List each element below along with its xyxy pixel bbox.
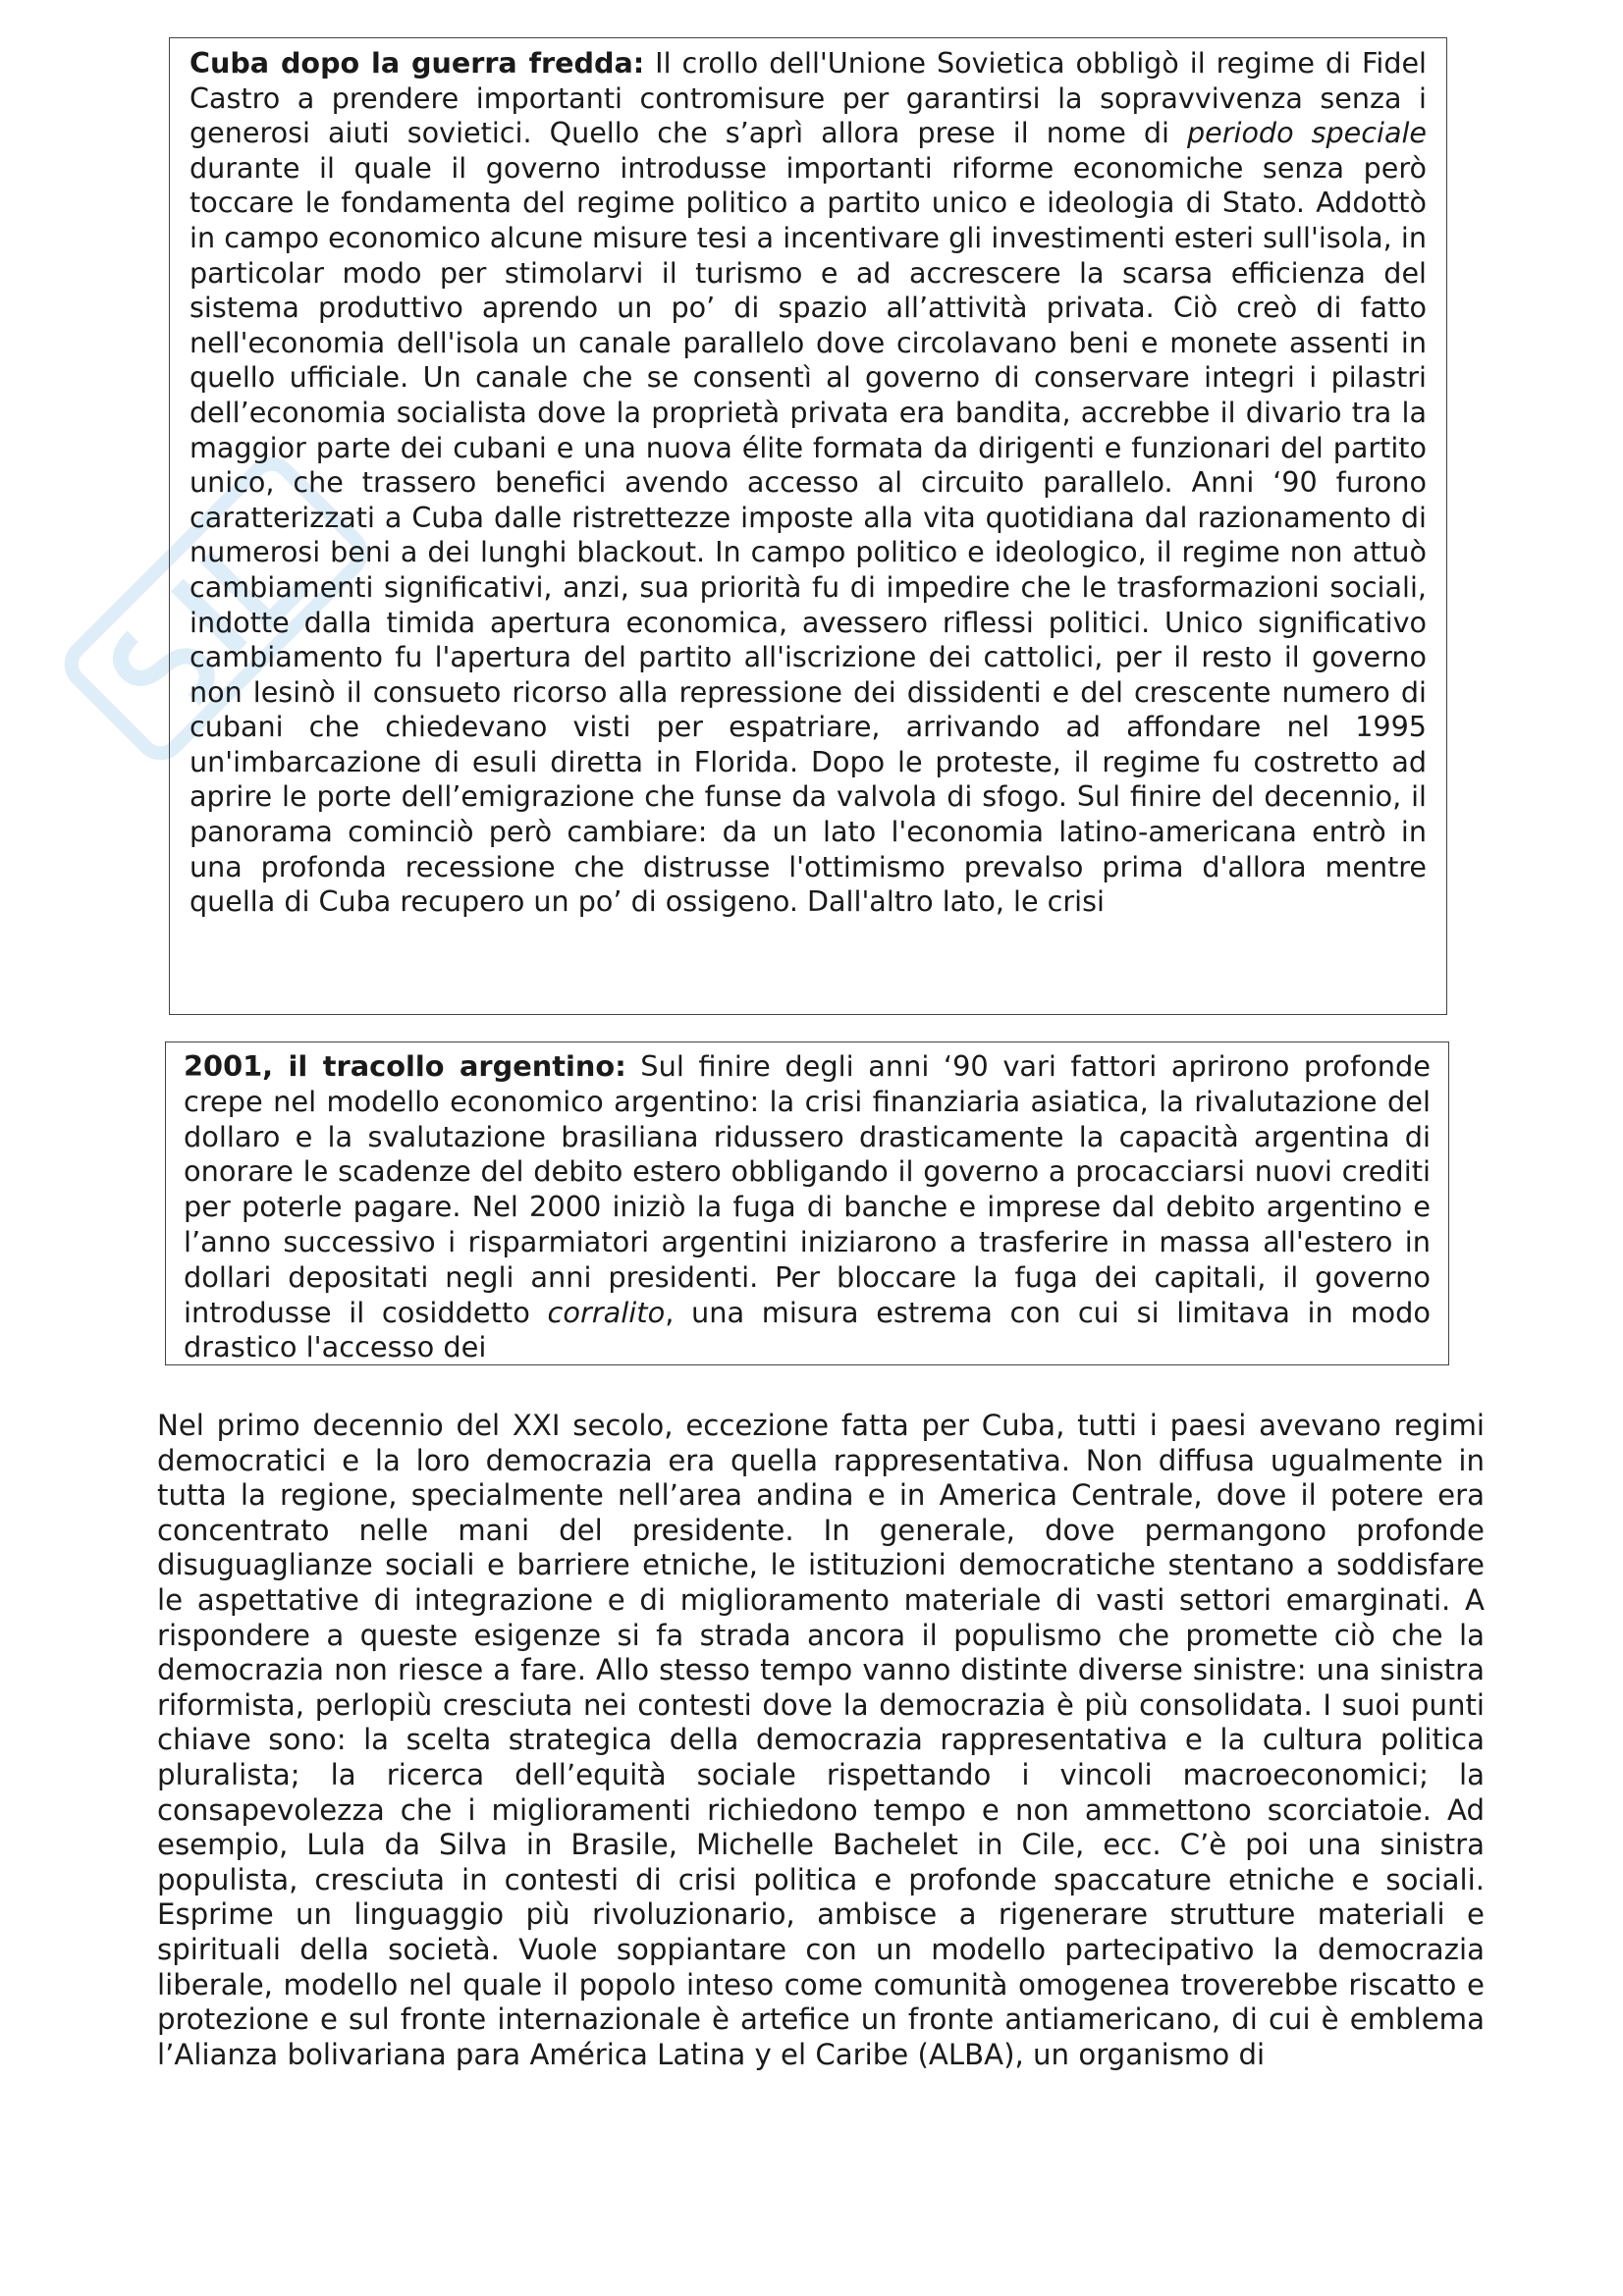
cuba-text-part-1: Il crollo dell'Unione Sovietica obbligò il regime di Fidel Castro a prendere importanti contromisure per garantirsi la sopravvivenza senza i generosi aiuti sovietici. Quello che s’aprì allora prese il nome di <box>189 46 1428 150</box>
argentina-paragraph <box>184 1049 1431 1365</box>
argentina-text-part-2: , una misura estrema con cui si limitava in modo drastico l'accesso dei <box>184 1295 1432 1364</box>
cuba-paragraph <box>189 46 1427 920</box>
cuba-italic-term: periodo speciale <box>1187 116 1427 150</box>
argentina-section-box <box>165 1041 1449 1365</box>
cuba-section-box <box>169 37 1447 1015</box>
argentina-heading: 2001, il tracollo argentino: <box>184 1049 626 1083</box>
argentina-italic-term: corralito <box>547 1295 666 1329</box>
main-paragraph: Nel primo decennio del XXI secolo, eccezione fatta per Cuba, tutti i paesi avevano regimi democratici e la loro democrazia era quella rappresentativa. Non diffusa ugualmente in tutta la regione, specialmente nell’area andina e in America Centrale, dove il potere era concentrato nelle mani del presidente. In generale, dove permangono profonde disuguaglianze sociali e barriere etniche, le istituzioni democratiche stentano a soddisfare le aspettative di integrazione e di miglioramento materiale di vasti settori emarginati. A rispondere a queste esigenze si fa strada ancora il populismo che promette ciò che la democrazia non riesce a fare. Allo stesso tempo vanno distinte diverse sinistre: una sinistra riformista, perlopiù cresciuta nei contesti dove la democrazia è più consolidata. I suoi punti chiave sono: la scelta strategica della democrazia rappresentativa e la cultura politica pluralista; la ricerca dell’equità sociale rispettando i vincoli macroeconomici; la consapevolezza che i miglioramenti richiedono tempo e non ammettono scorciatoie. Ad esempio, Lula da Silva in Brasile, Michelle Bachelet in Cile, ecc. C’è poi una sinistra populista, cresciuta in contesti di crisi politica e profonde spaccature etniche e sociali. Esprime un linguaggio più rivoluzionario, ambisce a rigenerare strutture materiali e spirituali della società. Vuole soppiantare con un modello partecipativo la democrazia liberale, modello nel quale il popolo inteso come comunità omogenea troverebbe riscatto e protezione e sul fronte internazionale è artefice un fronte antiamericano, di cui è emblema l’Alianza bolivariana para América Latina y el Caribe (ALBA), un organismo di <box>157 1409 1485 2071</box>
main-body <box>157 1409 1485 2072</box>
argentina-text-part-1: Sul finire degli anni ‘90 vari fattori aprirono profonde crepe nel modello economico argentino: la crisi finanziaria asiatica, la rivalutazione del dollaro e la svalutazione brasiliana ridussero drasticamente la capacità argentina di onorare le scadenze del debito estero obbligando il governo a procacciarsi nuovi crediti per poterle pagare. Nel 2000 iniziò la fuga di banche e imprese dal debito argentino e l’anno successivo i risparmiatori argentini iniziarono a trasferire in massa all'estero in dollari depositati negli anni presidenti. Per bloccare la fuga dei capitali, il governo introdusse il cosiddetto <box>184 1049 1432 1329</box>
cuba-text-part-2: durante il quale il governo introdusse importanti riforme economiche senza però toccare le fondamenta del regime politico a partito unico e ideologia di Stato. Addottò in campo economico alcune misure tesi a incentivare gli investimenti esteri sull'isola, in particolar modo per stimolarvi il turismo e ad accrescere la scarsa efficienza del sistema produttivo aprendo un po’ di spazio all’attività privata. Ciò creò di fatto nell'economia dell'isola un canale parallelo dove circolavano beni e monete assenti in quello ufficiale. Un canale che se consentì al governo di conservare integri i pilastri dell’economia socialista dove la proprietà privata era bandita, accrebbe il divario tra la maggior parte dei cubani e una nuova élite formata da dirigenti e funzionari del partito unico, che trassero benefici avendo accesso al circuito parallelo. Anni ‘90 furono caratterizzati a Cuba dalle ristrettezze imposte alla vita quotidiana dal razionamento di numerosi beni a dei lunghi blackout. In campo politico e ideologico, il regime non attuò cambiamenti significativi, anzi, sua priorità fu di impedire che le trasformazioni sociali, indotte dalla timida apertura economica, avessero riflessi politici. Unico significativo cambiamento fu l'apertura del partito all'iscrizione dei cattolici, per il resto il governo non lesinò il consueto ricorso alla repressione dei dissidenti e del crescente numero di cubani che chiedevano visti per espatriare, arrivando ad affondare nel 1995 un'imbarcazione di esuli diretta in Florida. Dopo le proteste, il regime fu costretto ad aprire le porte dell’emigrazione che funse da valvola di sfogo. Sul finire del decennio, il panorama cominciò però cambiare: da un lato l'economia latino-americana entrò in una profonda recessione che distrusse l'ottimismo prevalso prima d'allora mentre quella di Cuba recupero un po’ di ossigeno. Dall'altro lato, le crisi <box>189 150 1427 919</box>
cuba-heading: Cuba dopo la guerra fredda: <box>189 46 645 80</box>
